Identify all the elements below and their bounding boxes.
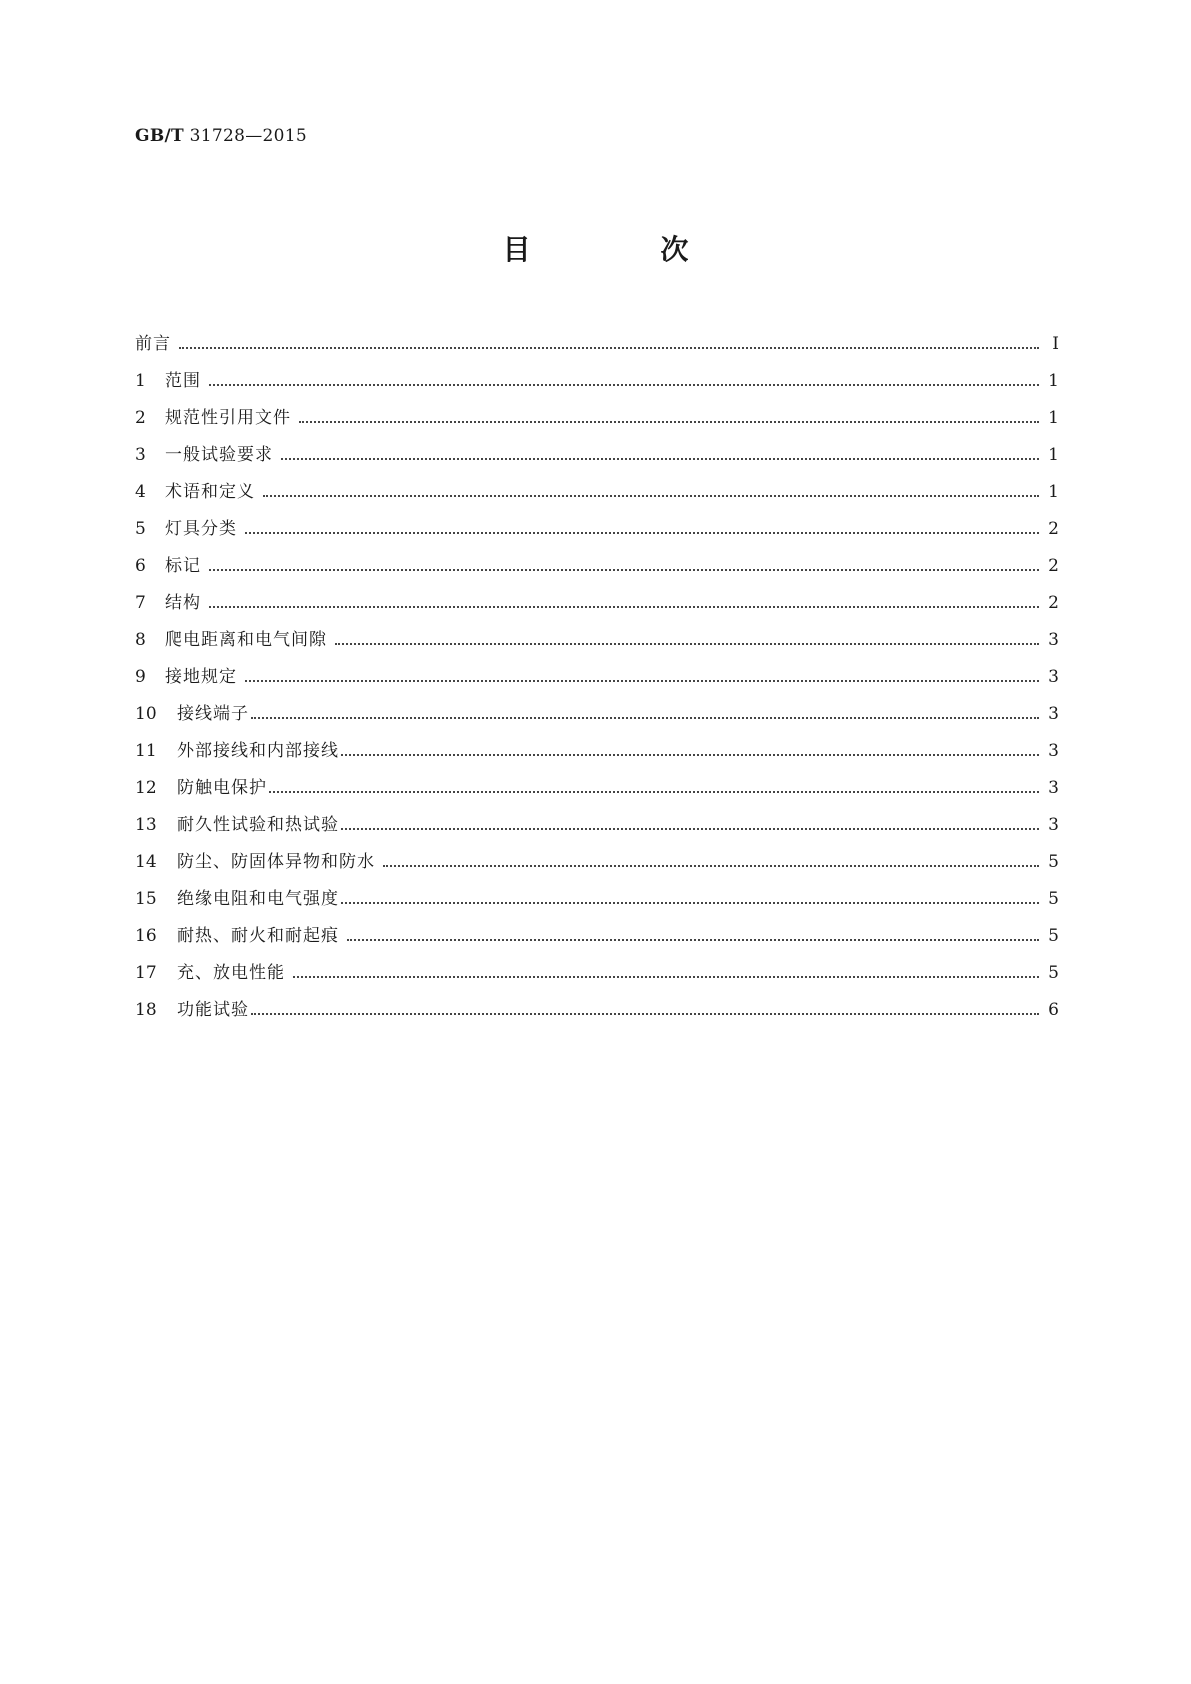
toc-entry-label: 接地规定 [165, 666, 237, 687]
toc-entry-number: 18 [135, 999, 157, 1020]
toc-dot-leader [251, 1012, 1039, 1015]
toc-dot-leader [245, 679, 1039, 682]
toc-dot-leader [179, 346, 1039, 349]
toc-entry-label: 防触电保护 [177, 777, 267, 798]
toc-entry-label: 一般试验要求 [165, 444, 273, 465]
toc-dot-leader [341, 827, 1039, 830]
toc-entry-1[interactable] [135, 362, 1059, 399]
toc-entry-page: 2 [1048, 592, 1059, 613]
toc-entry-number: 6 [135, 555, 146, 576]
toc-entry-9[interactable] [135, 658, 1059, 695]
toc-entry-page: 2 [1048, 555, 1059, 576]
toc-entry-label: 耐久性试验和热试验 [177, 814, 339, 835]
toc-entry-4[interactable] [135, 473, 1059, 510]
toc-dot-leader [251, 716, 1039, 719]
toc-entry-label: 外部接线和内部接线 [177, 740, 339, 761]
toc-dot-leader [281, 457, 1039, 460]
toc-dot-leader [245, 531, 1039, 534]
toc-dot-leader [341, 901, 1039, 904]
toc-entry-number: 11 [135, 740, 157, 761]
toc-entry-page: 1 [1048, 444, 1059, 465]
standard-code [135, 126, 307, 146]
toc-entry-label: 术语和定义 [165, 481, 255, 502]
toc-entry-number: 16 [135, 925, 157, 946]
toc-dot-leader [209, 383, 1039, 386]
toc-entry-page: 5 [1048, 925, 1059, 946]
toc-entry-page: 3 [1048, 777, 1059, 798]
toc-entry-page: 1 [1048, 407, 1059, 428]
toc-dot-leader [341, 753, 1039, 756]
toc-entry-3[interactable] [135, 436, 1059, 473]
toc-entry-page: 6 [1048, 999, 1059, 1020]
toc-entry-page: 3 [1048, 740, 1059, 761]
toc-dot-leader [209, 605, 1039, 608]
toc-entry-page: 1 [1048, 481, 1059, 502]
toc-entry-label: 前言 [135, 333, 171, 354]
toc-entry-label: 结构 [165, 592, 201, 613]
toc-entry-number: 17 [135, 962, 157, 983]
toc-entry-label: 规范性引用文件 [165, 407, 291, 428]
toc-entry-label: 接线端子 [177, 703, 249, 724]
toc-entry-page: 5 [1048, 962, 1059, 983]
toc-dot-leader [347, 938, 1039, 941]
toc-entry-2[interactable] [135, 399, 1059, 436]
toc-entry-page: 3 [1048, 629, 1059, 650]
toc-entry-label: 防尘、防固体异物和防水 [177, 851, 375, 872]
toc-entry-16[interactable] [135, 917, 1059, 954]
standard-code-number: 31728—2015 [189, 126, 308, 146]
toc-entry-number: 13 [135, 814, 157, 835]
toc-entry-number: 7 [135, 592, 146, 613]
toc-entry-label: 绝缘电阻和电气强度 [177, 888, 339, 909]
toc-entry-label: 功能试验 [177, 999, 249, 1020]
toc-entry-label: 耐热、耐火和耐起痕 [177, 925, 339, 946]
toc-entry-15[interactable] [135, 880, 1059, 917]
toc-entry-12[interactable] [135, 769, 1059, 806]
toc-entry-number: 1 [135, 370, 146, 391]
toc-entry-13[interactable] [135, 806, 1059, 843]
toc-entry-page: 2 [1048, 518, 1059, 539]
toc-entry-label: 标记 [165, 555, 201, 576]
toc-entry-page: Ⅰ [1052, 333, 1059, 354]
toc-entry-number: 14 [135, 851, 157, 872]
toc-entry-number: 12 [135, 777, 157, 798]
toc-entry-10[interactable] [135, 695, 1059, 732]
page-title: 目 次 [502, 233, 749, 266]
toc-entry-17[interactable] [135, 954, 1059, 991]
toc-entry-label: 范围 [165, 370, 201, 391]
toc-entry-number: 3 [135, 444, 146, 465]
toc-entry-11[interactable] [135, 732, 1059, 769]
toc-dot-leader [299, 420, 1039, 423]
toc-entry-14[interactable] [135, 843, 1059, 880]
toc-entry-page: 5 [1048, 851, 1059, 872]
toc-entry-page: 1 [1048, 370, 1059, 391]
toc-entry-8[interactable] [135, 621, 1059, 658]
toc-entry-number: 2 [135, 407, 146, 428]
toc-entry-7[interactable] [135, 584, 1059, 621]
standard-code-prefix: GB/T [135, 126, 184, 146]
toc-entry-number: 4 [135, 481, 146, 502]
toc-dot-leader [269, 790, 1039, 793]
toc-entry-page: 3 [1048, 814, 1059, 835]
toc-entry-label: 灯具分类 [165, 518, 237, 539]
toc-dot-leader [263, 494, 1039, 497]
toc-dot-leader [293, 975, 1039, 978]
toc-dot-leader [383, 864, 1039, 867]
toc-entry-18[interactable] [135, 991, 1059, 1028]
toc-entry-page: 3 [1048, 703, 1059, 724]
toc-entry-foreword[interactable] [135, 325, 1059, 362]
toc-entry-number: 9 [135, 666, 146, 687]
toc-entry-number: 8 [135, 629, 146, 650]
toc-dot-leader [209, 568, 1039, 571]
toc-entry-page: 5 [1048, 888, 1059, 909]
toc-entry-number: 10 [135, 703, 157, 724]
table-of-contents [135, 325, 1059, 1028]
toc-entry-6[interactable] [135, 547, 1059, 584]
toc-entry-label: 充、放电性能 [177, 962, 285, 983]
toc-entry-page: 3 [1048, 666, 1059, 687]
toc-entry-label: 爬电距离和电气间隙 [165, 629, 327, 650]
toc-entry-number: 5 [135, 518, 146, 539]
toc-entry-number: 15 [135, 888, 157, 909]
toc-dot-leader [335, 642, 1039, 645]
toc-entry-5[interactable] [135, 510, 1059, 547]
